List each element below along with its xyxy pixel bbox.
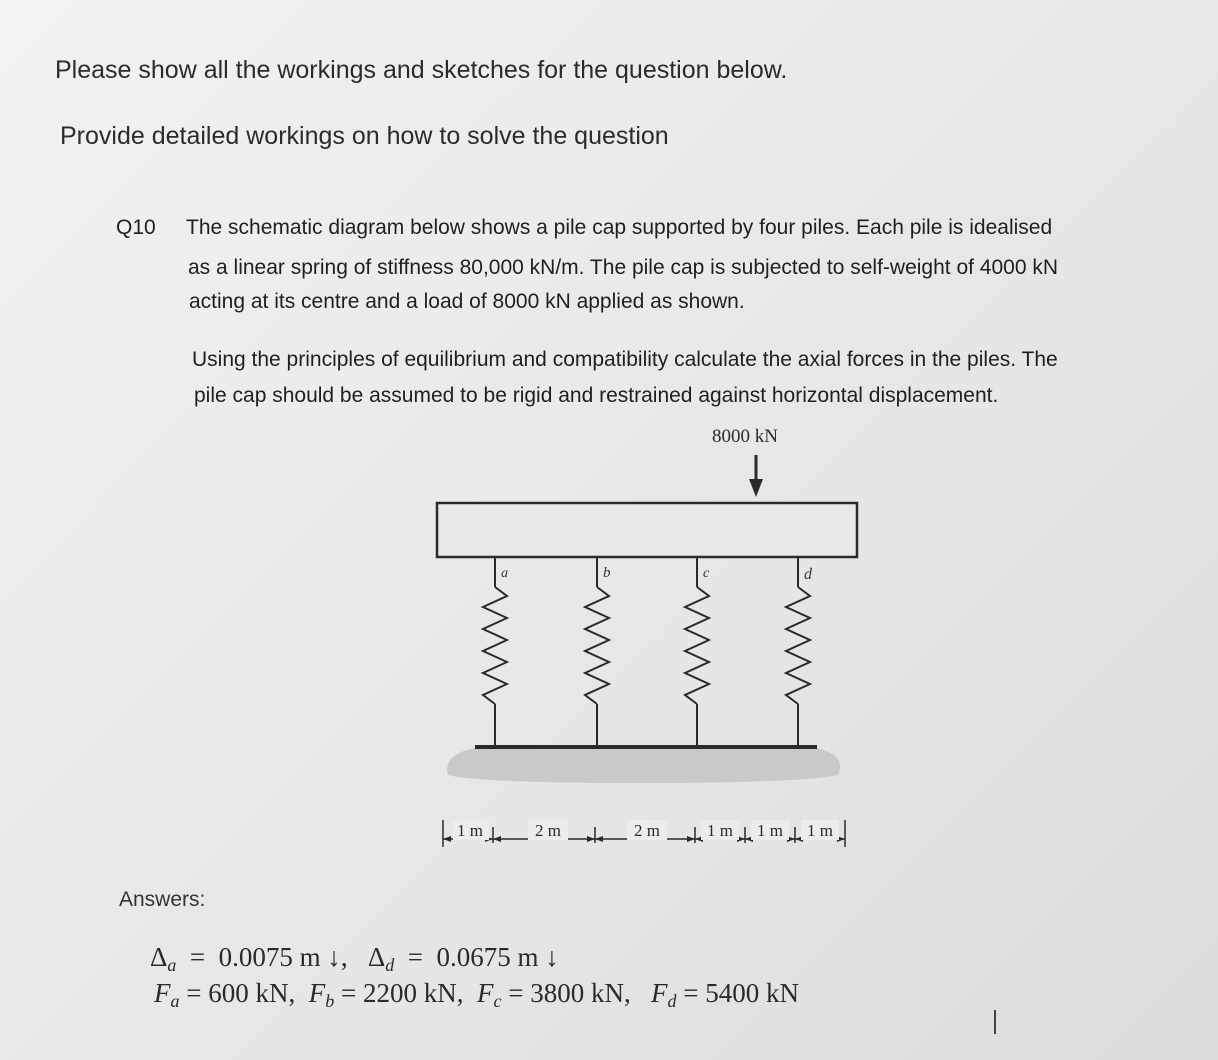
force-answers: $F_a = 600$ kN, $F_b = 2200$ kN, $F_c = 3800$ kN, $F_d = 5400$ kN (154, 978, 799, 1011)
dim-label-3: 2 m (634, 821, 660, 840)
question-para2-line2: pile cap should be assumed to be rigid and restrained against horizontal displacement. (194, 384, 999, 407)
dim-label-5: 1 m (757, 821, 783, 840)
question-para1-line2: as a linear spring of stiffness 80,000 kN/m. The pile cap is subjected to self-weight of 4000 kN (188, 256, 1059, 279)
force-b-value: 2200 kN, (362, 978, 464, 1008)
instruction-line-2: Provide detailed workings on how to solve the question (60, 122, 669, 150)
force-d-value: 5400 kN (705, 978, 799, 1008)
pile-label-a: a (501, 566, 508, 581)
delta-symbol-d: Δ (367, 942, 386, 972)
question-para2-line1: Using the principles of equilibrium and compatibility calculate the axial forces in the piles. The (192, 348, 1058, 371)
force-a-value: 600 kN, (208, 978, 296, 1008)
instruction-line-1: Please show all the workings and sketches for the question below. (55, 56, 788, 84)
pile-label-b: b (603, 565, 611, 581)
load-arrowhead (749, 479, 763, 497)
force-c-value: 3800 kN, (530, 978, 631, 1008)
dim-label-1: 1 m (457, 821, 483, 840)
pile-c (685, 557, 710, 747)
dim-label-2: 2 m (535, 821, 561, 840)
pile-b (585, 557, 611, 747)
displacement-answers: $\Delta_a = 0.0075$ m ↓, $\Delta_d = 0.0675$ m ↓ (150, 942, 559, 975)
pile-cap (437, 503, 857, 557)
pile-d (786, 557, 813, 747)
answers-label: Answers: (119, 888, 206, 911)
pile-a (483, 557, 508, 747)
ground-mass (447, 747, 840, 783)
pile-label-d: d (804, 566, 812, 583)
delta-symbol-a: Δ (150, 942, 168, 972)
dim-label-4: 1 m (707, 821, 733, 840)
text-cursor (994, 1010, 996, 1034)
dim-label-6: 1 m (807, 821, 833, 840)
question-para1-line3: acting at its centre and a load of 8000 kN applied as shown. (189, 290, 745, 313)
delta-a-value: 0.0075 m ↓, (218, 942, 348, 972)
question-para1-line1: The schematic diagram below shows a pile cap supported by four piles. Each pile is idealised (186, 216, 1053, 239)
delta-d-value: 0.0675 m ↓ (436, 942, 559, 972)
pile-label-c: c (703, 566, 710, 581)
load-label: 8000 kN (712, 426, 778, 447)
question-number: Q10 (116, 216, 156, 239)
pile-cap-diagram (420, 415, 860, 875)
